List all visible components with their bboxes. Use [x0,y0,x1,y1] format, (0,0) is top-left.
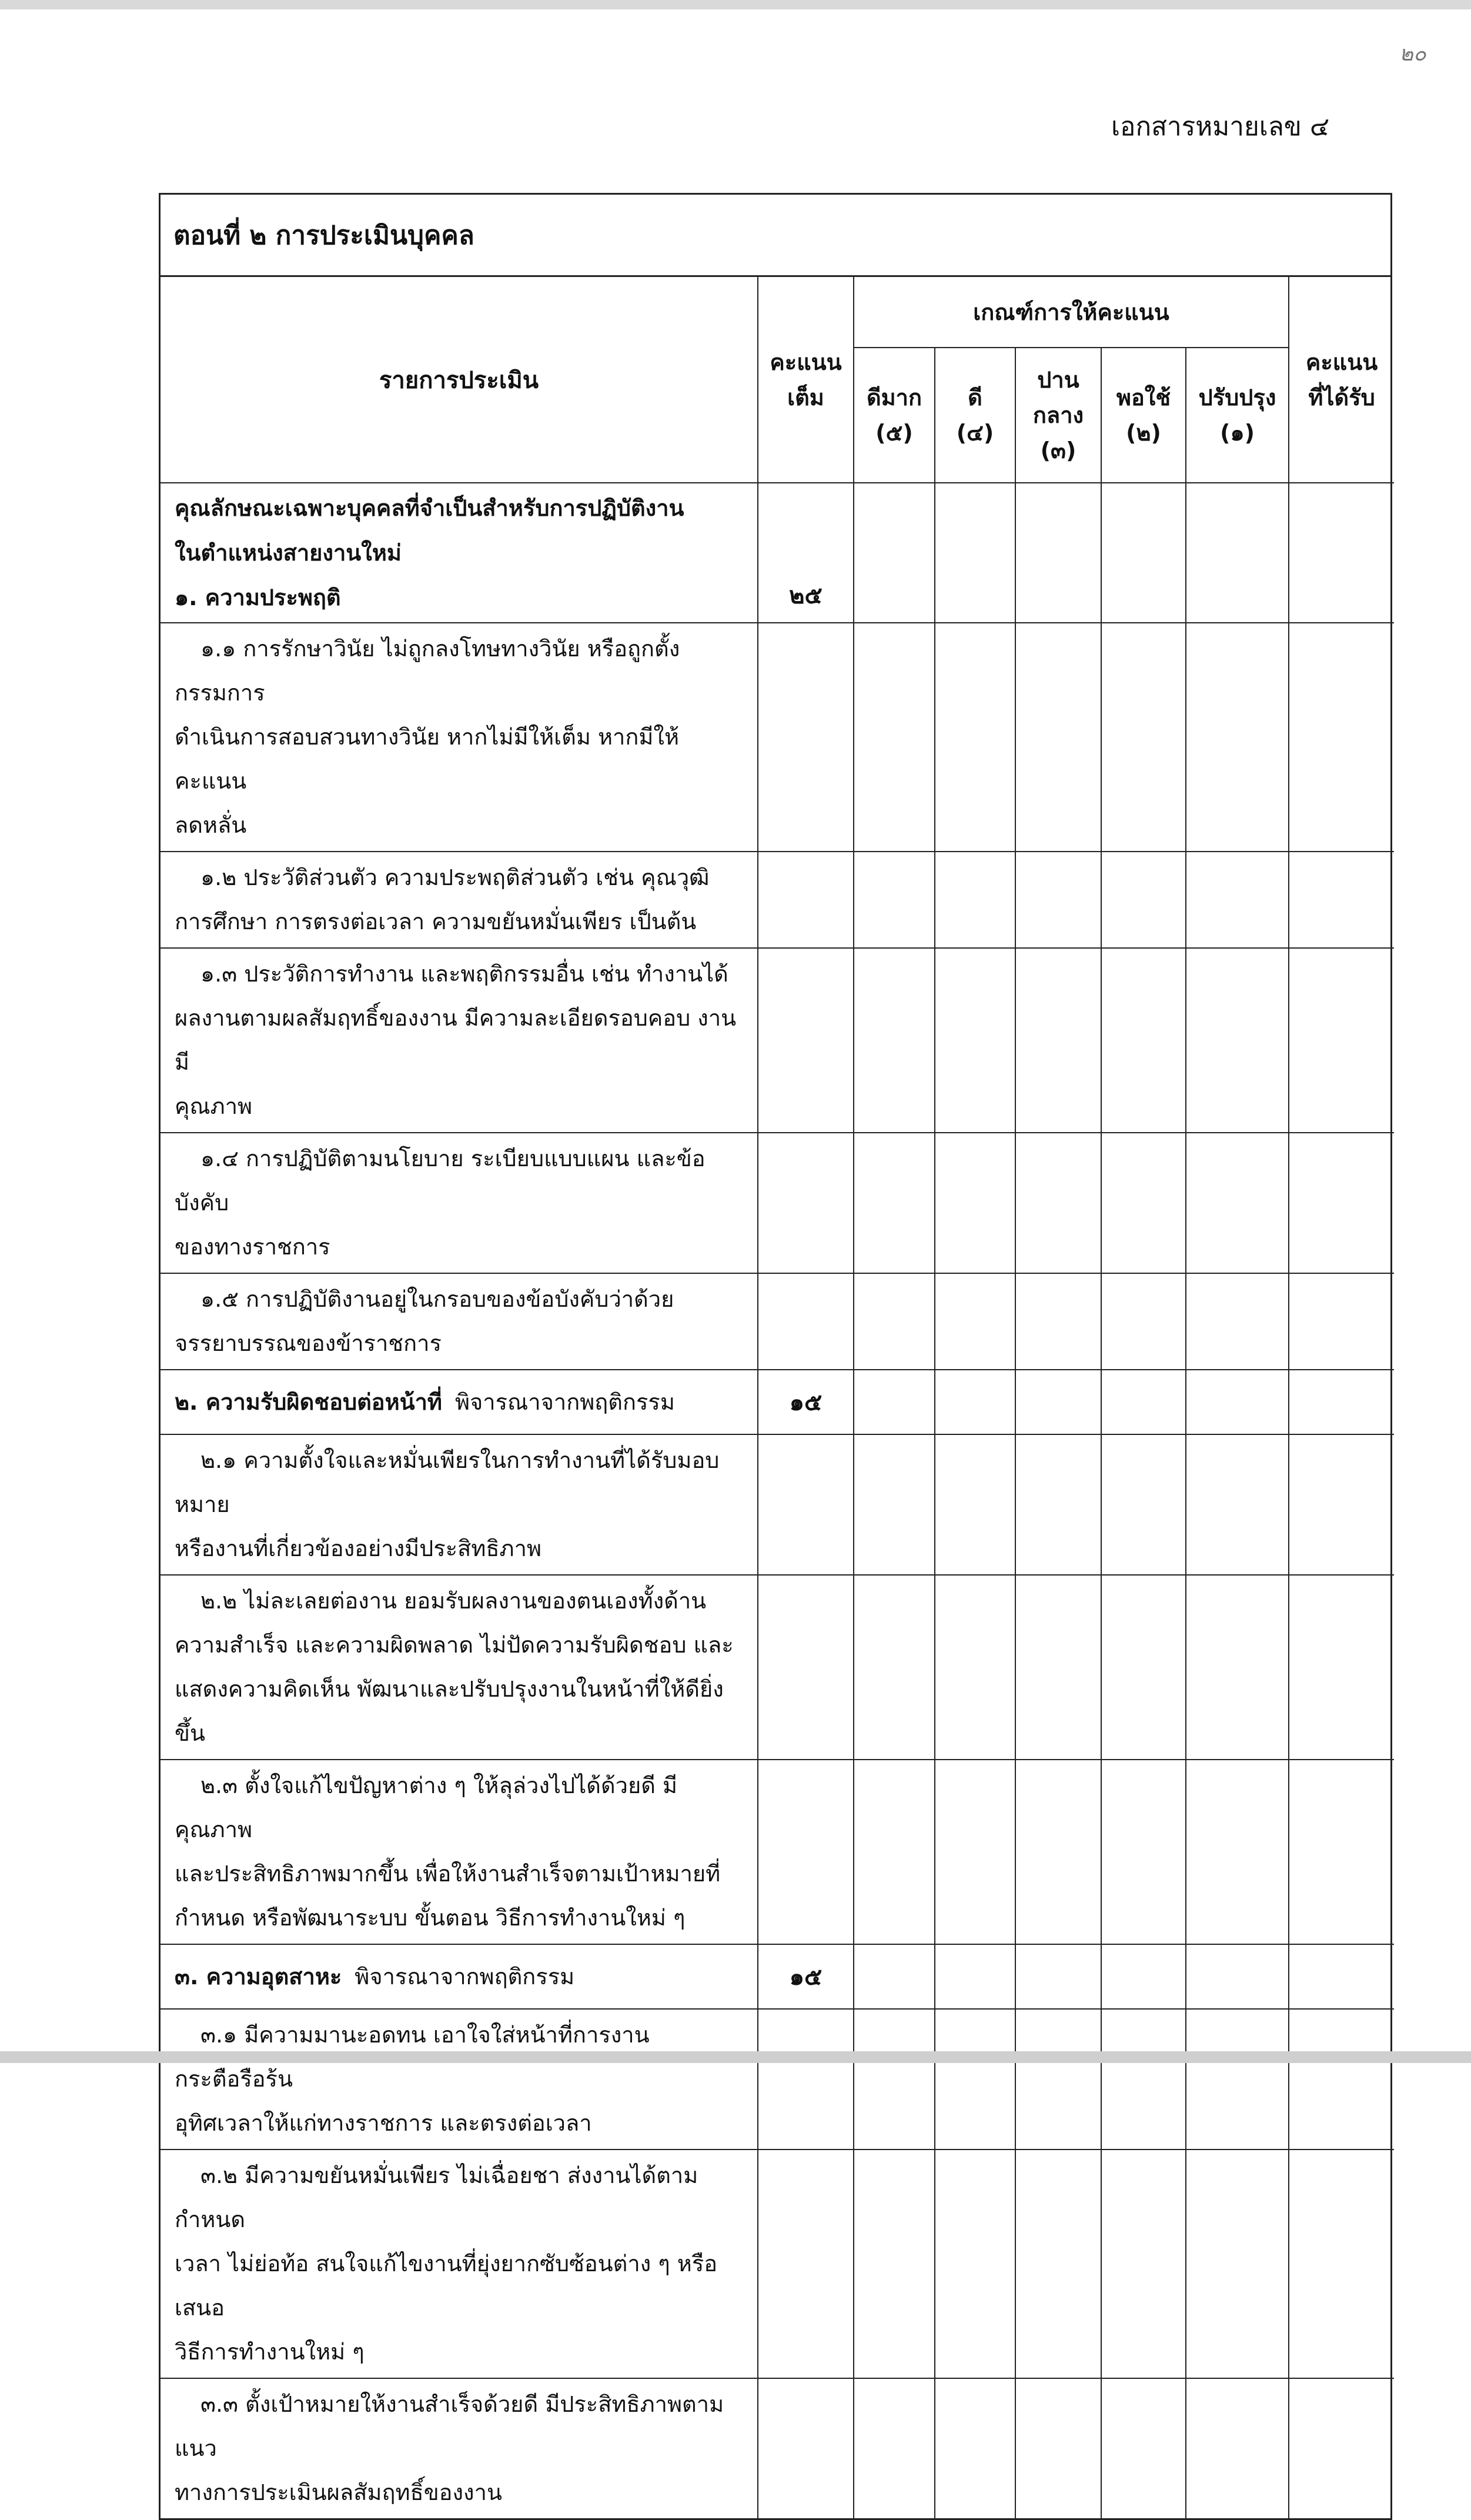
score-cell[interactable] [935,1944,1015,2009]
header-level-4: พอใช้ (๒) [1101,348,1186,483]
full-score-cell [758,1760,854,1944]
section-row [161,483,1394,623]
score-cell[interactable] [1186,1760,1289,1944]
full-score-cell [758,2149,854,2378]
score-cell[interactable] [935,2378,1015,2518]
score-cell[interactable] [1186,1434,1289,1575]
part-title: ตอนที่ ๒ การประเมินบุคคล [161,195,1390,277]
received-score-cell[interactable] [1289,1760,1394,1944]
score-cell[interactable] [1101,1273,1186,1370]
criterion-text: ๑.๔ การปฏิบัติตามนโยบาย ระเบียบแบบแผน และข้อบังคับ ของทางราชการ [161,1133,758,1273]
criterion-text: ๓.๒ มีความขยันหมั่นเพียร ไม่เฉื่อยชา ส่งงานได้ตามกำหนด เวลา ไม่ย่อท้อ สนใจแก้ไขงานที่ยุ่งยากซับซ้อนต่าง ๆ หรือเสนอ วิธีการทำงานใหม่ ๆ [161,2149,758,2378]
score-cell[interactable] [1101,2009,1186,2149]
criterion-text: ๒.๒ ไม่ละเลยต่องาน ยอมรับผลงานของตนเองทั้งด้าน ความสำเร็จ และความผิดพลาด ไม่ปัดความรับผิดชอบ และ แสดงความคิดเห็น พัฒนาและปรับปรุงงานในหน้าที่ให้ดียิ่งขึ้น [161,1575,758,1760]
score-cell[interactable] [1015,1575,1101,1760]
header-full-score: คะแนน เต็ม [758,277,854,483]
received-score-cell[interactable] [1289,1434,1394,1575]
score-cell[interactable] [935,2009,1015,2149]
criterion-text: ๑.๑ การรักษาวินัย ไม่ถูกลงโทษทางวินัย หรือถูกตั้งกรรมการ ดำเนินการสอบสวนทางวินัย หากไม่มีให้เต็ม หากมีให้คะแนน ลดหลั่น [161,623,758,852]
criterion-row [161,1434,1394,1575]
scan-edge-top [0,0,1471,9]
criterion-row [161,1273,1394,1370]
criterion-row [161,2378,1394,2518]
score-cell[interactable] [935,1370,1015,1434]
score-cell[interactable] [935,1133,1015,1273]
score-cell[interactable] [1186,948,1289,1133]
received-score-cell[interactable] [1289,1575,1394,1760]
document-reference: เอกสารหมายเลข ๔ [1111,112,1330,142]
score-cell[interactable] [1186,1370,1289,1434]
score-cell[interactable] [854,2378,935,2518]
score-cell[interactable] [935,948,1015,1133]
score-cell[interactable] [1186,2009,1289,2149]
header-item: รายการประเมิน [161,277,758,483]
received-score-cell[interactable] [1289,483,1394,623]
received-score-cell[interactable] [1289,623,1394,852]
score-cell[interactable] [854,1944,935,2009]
score-cell[interactable] [1015,948,1101,1133]
header-criteria: เกณฑ์การให้คะแนน [854,277,1289,348]
received-score-cell[interactable] [1289,852,1394,948]
criterion-text: ๒.๑ ความตั้งใจและหมั่นเพียรในการทำงานที่ได้รับมอบหมาย หรืองานที่เกี่ยวข้องอย่างมีประสิทธิภาพ [161,1434,758,1575]
received-score-cell[interactable] [1289,2378,1394,2518]
criterion-text: ๒.๓ ตั้งใจแก้ไขปัญหาต่าง ๆ ให้ลุล่วงไปได้ด้วยดี มีคุณภาพ และประสิทธิภาพมากขึ้น เพื่อให้งานสำเร็จตามเป้าหมายที่ กำหนด หรือพัฒนาระบบ ขั้นตอน วิธีการทำงานใหม่ ๆ [161,1760,758,1944]
score-cell[interactable] [1101,483,1186,623]
score-cell[interactable] [935,623,1015,852]
score-cell[interactable] [1186,483,1289,623]
score-cell[interactable] [1015,1944,1101,2009]
received-score-cell[interactable] [1289,2149,1394,2378]
score-cell[interactable] [854,2149,935,2378]
header-row-1 [161,277,1394,348]
score-cell[interactable] [854,2009,935,2149]
score-cell[interactable] [935,483,1015,623]
score-cell[interactable] [1015,2009,1101,2149]
score-cell[interactable] [1186,2149,1289,2378]
full-score-cell [758,2009,854,2149]
score-cell[interactable] [854,948,935,1133]
score-cell[interactable] [1101,623,1186,852]
score-cell[interactable] [854,1273,935,1370]
score-cell[interactable] [1015,623,1101,852]
header-level-3: ปาน กลาง (๓) [1015,348,1101,483]
score-cell[interactable] [1015,483,1101,623]
criterion-row [161,1760,1394,1944]
score-cell[interactable] [935,1434,1015,1575]
section-heading: ๒. ความรับผิดชอบต่อหน้าที่ พิจารณาจากพฤติกรรม [161,1370,758,1434]
score-cell[interactable] [854,852,935,948]
criterion-text: ๑.๕ การปฏิบัติงานอยู่ในกรอบของข้อบังคับว่าด้วย จรรยาบรรณของข้าราชการ [161,1273,758,1370]
score-cell[interactable] [1015,1370,1101,1434]
full-score-cell [758,623,854,852]
criterion-row [161,2009,1394,2149]
criterion-row [161,623,1394,852]
criterion-text: ๑.๒ ประวัติส่วนตัว ความประพฤติส่วนตัว เช่น คุณวุฒิ การศึกษา การตรงต่อเวลา ความขยันหมั่นเพียร เป็นต้น [161,852,758,948]
received-score-cell[interactable] [1289,948,1394,1133]
full-score-cell [758,1575,854,1760]
criterion-row [161,1133,1394,1273]
score-cell[interactable] [1186,1944,1289,2009]
score-cell[interactable] [854,1434,935,1575]
score-cell[interactable] [1186,1273,1289,1370]
score-cell[interactable] [1186,623,1289,852]
criterion-row [161,948,1394,1133]
score-cell[interactable] [1101,1575,1186,1760]
score-cell[interactable] [1101,1133,1186,1273]
score-cell[interactable] [1015,852,1101,948]
score-cell[interactable] [1015,1760,1101,1944]
received-score-cell[interactable] [1289,1133,1394,1273]
score-cell[interactable] [1101,2149,1186,2378]
score-cell[interactable] [1015,2149,1101,2378]
score-cell[interactable] [935,1273,1015,1370]
full-score-cell [758,1273,854,1370]
score-cell[interactable] [1186,852,1289,948]
score-cell[interactable] [854,1133,935,1273]
full-score-cell [758,948,854,1133]
scan-edge-bottom [0,2051,1471,2063]
score-cell[interactable] [1015,1273,1101,1370]
score-cell[interactable] [1015,2378,1101,2518]
evaluation-form [159,193,1392,2520]
score-cell[interactable] [935,852,1015,948]
criterion-text: ๑.๓ ประวัติการทำงาน และพฤติกรรมอื่น เช่น ทำงานได้ ผลงานตามผลสัมฤทธิ์ของงาน มีความละเอียดรอบคอบ งานมี คุณภาพ [161,948,758,1133]
header-received: คะแนน ที่ได้รับ [1289,277,1394,483]
header-level-2: ดี (๔) [935,348,1015,483]
header-level-1: ดีมาก (๕) [854,348,935,483]
full-score-value: ๑๕ [758,1944,854,2009]
full-score-value: ๒๕ [758,483,854,623]
full-score-value: ๑๕ [758,1370,854,1434]
section-heading: คุณลักษณะเฉพาะบุคคลที่จำเป็นสำหรับการปฏิบัติงาน ในตำแหน่งสายงานใหม่ ๑. ความประพฤติ [161,483,758,623]
full-score-cell [758,852,854,948]
score-cell[interactable] [1186,2378,1289,2518]
score-cell[interactable] [1186,1575,1289,1760]
header-level-5: ปรับปรุง (๑) [1186,348,1289,483]
score-cell[interactable] [854,623,935,852]
received-score-cell[interactable] [1289,2009,1394,2149]
score-cell[interactable] [854,1575,935,1760]
score-cell[interactable] [935,1760,1015,1944]
section-heading: ๓. ความอุตสาหะ พิจารณาจากพฤติกรรม [161,1944,758,2009]
score-cell[interactable] [1101,1944,1186,2009]
received-score-cell[interactable] [1289,1370,1394,1434]
section-row [161,1944,1394,2009]
score-cell[interactable] [854,483,935,623]
full-score-cell [758,1434,854,1575]
handwritten-page-number: ๒๐ [1399,42,1426,66]
score-cell[interactable] [1015,1133,1101,1273]
criterion-row [161,2149,1394,2378]
full-score-cell [758,1133,854,1273]
score-cell[interactable] [1101,1760,1186,1944]
criterion-row [161,1575,1394,1760]
received-score-cell[interactable] [1289,1273,1394,1370]
score-cell[interactable] [1101,1434,1186,1575]
score-cell[interactable] [935,1575,1015,1760]
score-cell[interactable] [854,1370,935,1434]
full-score-cell [758,2378,854,2518]
criterion-text: ๓.๑ มีความมานะอดทน เอาใจใส่หน้าที่การงาน กระตือรือร้น อุทิศเวลาให้แก่ทางราชการ และตรงต่อเวลา [161,2009,758,2149]
score-cell[interactable] [1101,852,1186,948]
score-cell[interactable] [935,2149,1015,2378]
score-cell[interactable] [1101,2378,1186,2518]
score-cell[interactable] [1101,1370,1186,1434]
score-cell[interactable] [1101,948,1186,1133]
evaluation-table [161,277,1394,2518]
section-row [161,1370,1394,1434]
criterion-text: ๓.๓ ตั้งเป้าหมายให้งานสำเร็จด้วยดี มีประสิทธิภาพตามแนว ทางการประเมินผลสัมฤทธิ์ของงาน [161,2378,758,2518]
score-cell[interactable] [854,1760,935,1944]
score-cell[interactable] [1015,1434,1101,1575]
received-score-cell[interactable] [1289,1944,1394,2009]
criterion-row [161,852,1394,948]
score-cell[interactable] [1186,1133,1289,1273]
